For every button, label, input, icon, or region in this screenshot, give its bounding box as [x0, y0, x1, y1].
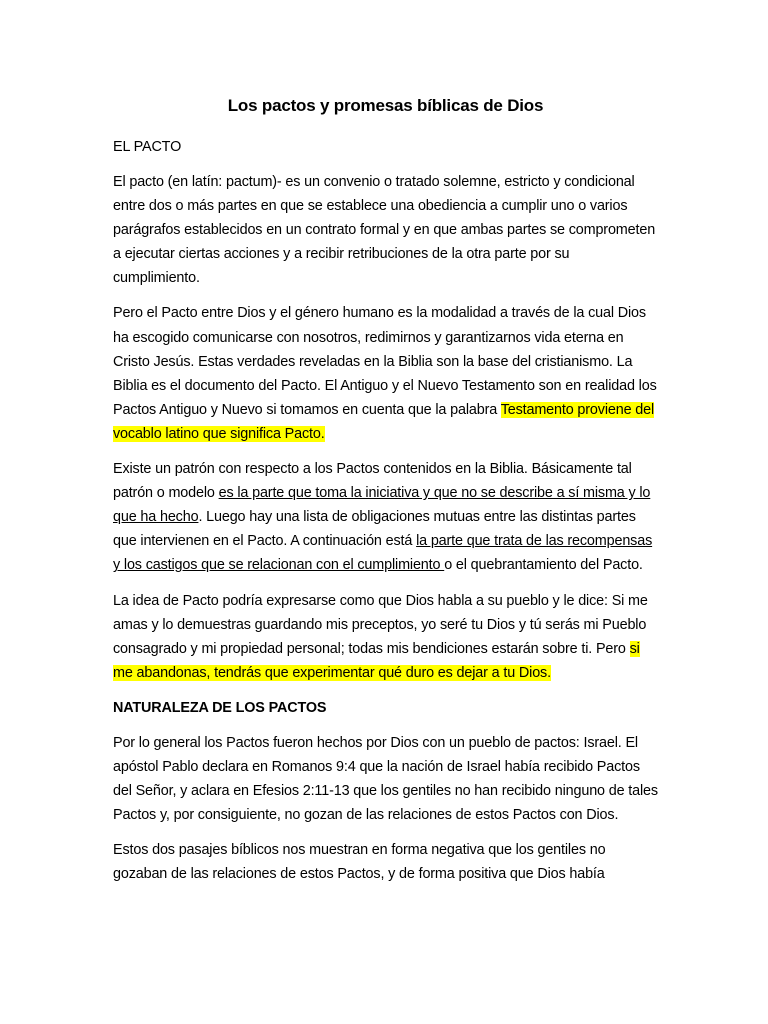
highlighted-text: si me abandonas, tendrás que experimentar qué duro es dejar a tu Dios.: [113, 640, 640, 681]
paragraph-pasajes: Estos dos pasajes bíblicos nos muestran en forma negativa que los gentiles no gozaban de las relaciones de estos Pactos, y de forma positiva que Dios había: [113, 842, 606, 883]
section-heading-naturaleza: NATURALEZA DE LOS PACTOS: [113, 699, 327, 716]
paragraph-definition: El pacto (en latín: pactum)- es un convenio o tratado solemne, estricto y condicional entre dos o más partes en que se establece una obediencia a cumplir uno o varios parágrafos establecidos en un contrato formal y en que ambas partes se comprometen a ejecutar ciertas acciones y a recibir retribuciones de la otra parte por su cumplimiento.: [113, 174, 656, 287]
paragraph-text: La idea de Pacto podría expresarse como que Dios habla a su pueblo y le dice: Si me amas y lo demuestras guardando mis preceptos, yo seré tu Dios y tú serás mi Pueblo consagrado y mi propiedad personal; todas mis bendiciones estarán sobre ti. Pero: [113, 592, 648, 657]
paragraph-idea-pacto: [113, 589, 658, 685]
highlighted-text: Testamento proviene del vocablo latino que significa Pacto.: [113, 401, 655, 442]
paragraph-text: Pero el Pacto entre Dios y el género humano es la modalidad a través de la cual Dios ha escogido comunicarse con nosotros, redimirnos y garantizarnos vida eterna en Cristo Jesús. Estas verdades reveladas en la Biblia son la base del cristianismo. La Biblia es el documento del Pacto. El Antiguo y el Nuevo Testamento son en realidad los Pactos Antiguo y Nuevo si tomamos en cuenta que la palabra: [113, 305, 657, 418]
paragraph-text: Existe un patrón con respecto a los Pactos contenidos en la Biblia. Básicamente tal patrón o modelo: [113, 461, 632, 502]
paragraph-text: . Luego hay una lista de obligaciones mutuas entre las distintas partes que intervienen en el Pacto. A continuación está: [113, 509, 636, 550]
section-heading-el-pacto: EL PACTO: [113, 139, 182, 155]
document-title: Los pactos y promesas bíblicas de Dios: [227, 96, 544, 115]
paragraph-text: o el quebrantamiento del Pacto.: [444, 557, 643, 574]
underlined-text: la parte que trata de las recompensas y los castigos que se relacionan con el cumplimiento: [113, 533, 653, 574]
document-body: [113, 93, 658, 897]
underlined-text: es la parte que toma la iniciativa y que no se describe a sí misma y lo que ha hecho: [113, 485, 651, 526]
paragraph-patron: [113, 457, 658, 577]
paragraph-pacto-dios: [113, 301, 658, 446]
paragraph-israel: Por lo general los Pactos fueron hechos por Dios con un pueblo de pactos: Israel. El apóstol Pablo declara en Romanos 9:4 que la nación de Israel había recibido Pactos del Señor, y aclara en Efesios 2:11-13 que los gentiles no han recibido ninguno de tales Pactos y, por consiguiente, no gozan de las relaciones de estos Pactos con Dios.: [113, 734, 658, 824]
